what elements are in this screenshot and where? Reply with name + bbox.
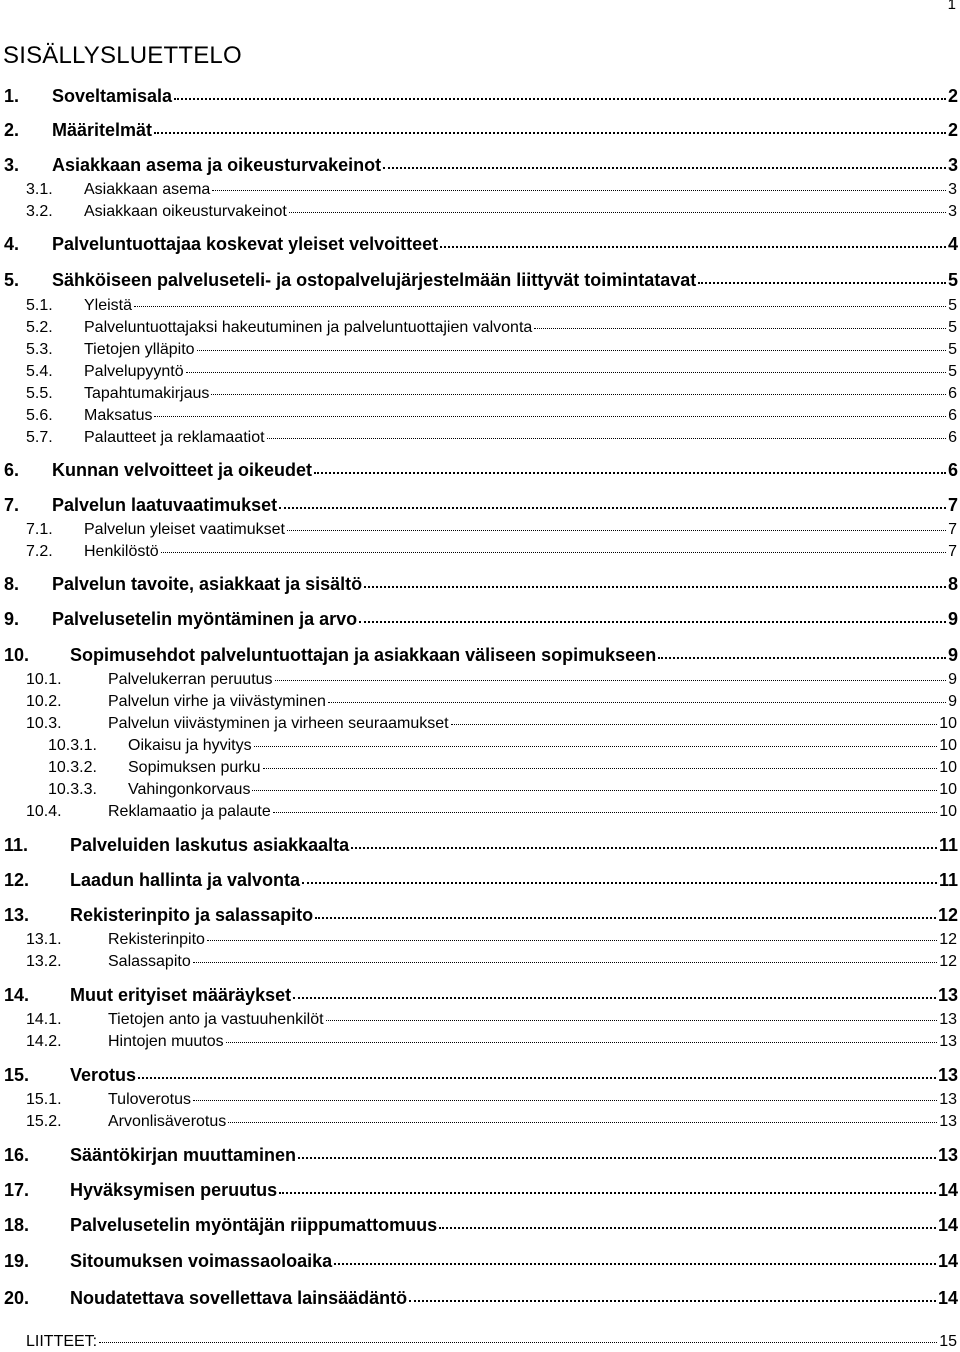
toc-entry[interactable] xyxy=(0,715,960,733)
toc-dot-leader xyxy=(279,507,946,509)
toc-entry[interactable] xyxy=(0,495,960,516)
toc-entry-title: Asiakkaan oikeusturvakeinot xyxy=(84,203,287,220)
toc-entry-title: Sähköiseen palveluseteli- ja ostopalvelujärjestelmään liittyvät toimintatavat xyxy=(52,270,697,290)
toc-entry[interactable] xyxy=(0,759,960,777)
toc-dot-leader xyxy=(698,282,946,284)
toc-dot-leader xyxy=(298,1157,936,1159)
toc-entry-page: 3 xyxy=(948,203,957,220)
toc-entry-number: 10.3. xyxy=(26,715,62,732)
toc-entry-page: 10 xyxy=(939,781,957,798)
toc-entry-number: 10.2. xyxy=(26,693,62,710)
toc-entry-page: 7 xyxy=(948,521,957,538)
toc-entry-page: 7 xyxy=(947,495,958,515)
toc-dot-leader xyxy=(193,1100,937,1101)
toc-entry-number: 10.4. xyxy=(26,803,62,820)
toc-dot-leader xyxy=(174,98,946,100)
toc-entry-page: 14 xyxy=(937,1288,958,1308)
toc-entry[interactable] xyxy=(0,234,960,255)
toc-entry-page: 10 xyxy=(939,803,957,820)
toc-entry-title: Hyväksymisen peruutus xyxy=(70,1180,278,1200)
toc-entry-number: 18. xyxy=(4,1215,30,1235)
toc-entry-page: 12 xyxy=(939,953,957,970)
toc-dot-leader xyxy=(207,940,937,941)
toc-entry-page: 3 xyxy=(947,155,958,175)
toc-entry-number: 3.1. xyxy=(26,181,53,198)
toc-dot-leader xyxy=(186,372,946,373)
toc-entry-number: 5.3. xyxy=(26,341,53,358)
toc-dot-leader xyxy=(161,552,946,553)
toc-dot-leader xyxy=(328,702,946,703)
toc-entry-number: 4. xyxy=(4,234,20,254)
toc-entry-title: Palvelun viivästyminen ja virheen seuraamukset xyxy=(108,715,449,732)
toc-entry-number: 5.5. xyxy=(26,385,53,402)
toc-entry[interactable] xyxy=(0,931,960,949)
toc-entry-page: 6 xyxy=(947,460,958,480)
toc-entry-number: 8. xyxy=(4,574,20,594)
toc-entry-number: 3.2. xyxy=(26,203,53,220)
toc-entry-page: 15 xyxy=(939,1333,957,1350)
toc-entry[interactable] xyxy=(0,460,960,481)
toc-entry-page: 7 xyxy=(948,543,957,560)
toc-entry-number: 5.4. xyxy=(26,363,53,380)
toc-entry-number: 19. xyxy=(4,1251,30,1271)
toc-entry-page: 10 xyxy=(939,759,957,776)
page-title: SISÄLLYSLUETTELO xyxy=(3,42,242,69)
toc-entry[interactable] xyxy=(0,1113,960,1131)
toc-entry-number: 14.1. xyxy=(26,1011,62,1028)
toc-entry[interactable] xyxy=(0,985,960,1006)
toc-entry-page: 12 xyxy=(937,905,958,925)
toc-entry[interactable] xyxy=(0,297,960,315)
toc-dot-leader xyxy=(359,621,946,623)
toc-dot-leader xyxy=(154,416,946,417)
toc-entry[interactable] xyxy=(0,521,960,539)
toc-entry[interactable] xyxy=(0,429,960,447)
toc-entry-title: Yleistä xyxy=(84,297,133,314)
toc-entry-page: 13 xyxy=(937,985,958,1005)
toc-entry-page: 5 xyxy=(948,319,957,336)
toc-entry-page: 5 xyxy=(947,270,958,290)
toc-entry[interactable] xyxy=(0,1033,960,1051)
toc-entry[interactable] xyxy=(0,905,960,926)
toc-entry-page: 13 xyxy=(937,1065,958,1085)
toc-entry-title: Palvelun yleiset vaatimukset xyxy=(84,521,285,538)
toc-entry-title: Palveluntuottajaa koskevat yleiset velvoitteet xyxy=(52,234,439,254)
toc-entry[interactable] xyxy=(0,1180,960,1201)
toc-entry[interactable] xyxy=(0,671,960,689)
toc-entry[interactable] xyxy=(0,953,960,971)
toc-entry-number: 13.1. xyxy=(26,931,62,948)
toc-entry-page: 13 xyxy=(939,1033,957,1050)
toc-entry-title: Sääntökirjan muuttaminen xyxy=(70,1145,297,1165)
toc-dot-leader xyxy=(383,167,946,169)
toc-dot-leader xyxy=(228,1122,937,1123)
toc-entry-number: 13. xyxy=(4,905,30,925)
toc-entry[interactable] xyxy=(0,1091,960,1109)
toc-entry-page: 8 xyxy=(947,574,958,594)
toc-entry[interactable] xyxy=(0,407,960,425)
toc-entry-title: Palvelun tavoite, asiakkaat ja sisältö xyxy=(52,574,363,594)
toc-entry[interactable] xyxy=(0,120,960,141)
toc-dot-leader xyxy=(154,132,946,134)
toc-entry-title: Tuloverotus xyxy=(108,1091,191,1108)
toc-entry-number: 17. xyxy=(4,1180,30,1200)
toc-entry-page: 6 xyxy=(948,385,957,402)
toc-entry-page: 13 xyxy=(939,1113,957,1130)
toc-dot-leader xyxy=(279,1192,936,1194)
toc-entry-page: 11 xyxy=(938,870,958,890)
toc-dot-leader xyxy=(451,724,938,725)
toc-entry[interactable] xyxy=(0,1333,960,1351)
toc-entry-page: 9 xyxy=(947,645,958,665)
toc-dot-leader xyxy=(212,190,946,191)
toc-entry-title: Sopimusehdot palveluntuottajan ja asiakkaan väliseen sopimukseen xyxy=(70,645,657,665)
toc-entry-title: Henkilöstö xyxy=(84,543,159,560)
toc-entry-title: Rekisterinpito xyxy=(108,931,205,948)
toc-entry[interactable] xyxy=(0,341,960,359)
toc-entry-number: 16. xyxy=(4,1145,30,1165)
toc-entry[interactable] xyxy=(0,1011,960,1029)
toc-entry-page: 6 xyxy=(948,429,957,446)
toc-dot-leader xyxy=(226,1042,938,1043)
toc-entry-number: 10.3.3. xyxy=(48,781,97,798)
toc-entry-title: Maksatus xyxy=(84,407,153,424)
toc-dot-leader xyxy=(99,1342,937,1343)
toc-entry[interactable] xyxy=(0,543,960,561)
toc-dot-leader xyxy=(275,680,947,681)
toc-entry-title: Tietojen anto ja vastuuhenkilöt xyxy=(108,1011,324,1028)
toc-entry[interactable] xyxy=(0,1288,960,1309)
toc-dot-leader xyxy=(293,997,936,999)
toc-entry-title: Palautteet ja reklamaatiot xyxy=(84,429,265,446)
toc-entry-number: 7.2. xyxy=(26,543,53,560)
toc-entry-page: 9 xyxy=(948,671,957,688)
toc-entry-title: Palvelukerran peruutus xyxy=(108,671,273,688)
toc-entry-number: 14.2. xyxy=(26,1033,62,1050)
toc-entry-number: 13.2. xyxy=(26,953,62,970)
toc-entry-title: Noudatettava sovellettava lainsäädäntö xyxy=(70,1288,408,1308)
toc-entry-title: Rekisterinpito ja salassapito xyxy=(70,905,314,925)
toc-entry-number: 3. xyxy=(4,155,20,175)
toc-entry-number: 5. xyxy=(4,270,20,290)
toc-entry-number: 10.3.1. xyxy=(48,737,97,754)
toc-entry-page: 6 xyxy=(948,407,957,424)
toc-entry-title: Verotus xyxy=(70,1065,137,1085)
toc-entry-title: Sitoumuksen voimassaoloaika xyxy=(70,1251,333,1271)
toc-entry-title: Oikaisu ja hyvitys xyxy=(128,737,252,754)
toc-dot-leader xyxy=(267,438,947,439)
toc-entry-title: Asiakkaan asema xyxy=(84,181,211,198)
toc-entry-title: Reklamaatio ja palaute xyxy=(108,803,271,820)
toc-entry[interactable] xyxy=(0,270,960,291)
toc-dot-leader xyxy=(314,472,946,474)
toc-dot-leader xyxy=(440,246,946,248)
toc-entry-number: 7. xyxy=(4,495,20,515)
toc-entry[interactable] xyxy=(0,385,960,403)
toc-entry-number: 7.1. xyxy=(26,521,53,538)
toc-entry-number: 15. xyxy=(4,1065,30,1085)
toc-entry[interactable] xyxy=(0,835,960,856)
toc-entry-page: 10 xyxy=(939,715,957,732)
toc-dot-leader xyxy=(273,812,937,813)
toc-entry-title: Tietojen ylläpito xyxy=(84,341,195,358)
toc-entry[interactable] xyxy=(0,86,960,107)
toc-entry-number: 12. xyxy=(4,870,30,890)
toc-entry-page: 5 xyxy=(948,363,957,380)
toc-entry-page: 2 xyxy=(947,86,958,106)
toc-dot-leader xyxy=(197,350,947,351)
toc-entry[interactable] xyxy=(0,645,960,666)
toc-entry[interactable] xyxy=(0,319,960,337)
toc-dot-leader xyxy=(364,586,946,588)
toc-entry-number: 11. xyxy=(4,835,29,855)
toc-dot-leader xyxy=(351,847,937,849)
toc-entry-number: 10.3.2. xyxy=(48,759,97,776)
toc-entry-page: 12 xyxy=(939,931,957,948)
toc-entry-page: 14 xyxy=(937,1215,958,1235)
toc-entry-page: 13 xyxy=(939,1091,957,1108)
toc-entry-title: Muut erityiset määräykset xyxy=(70,985,292,1005)
toc-dot-leader xyxy=(289,212,946,213)
toc-entry-page: 14 xyxy=(937,1251,958,1271)
toc-dot-leader xyxy=(409,1300,936,1302)
toc-entry-title: Palvelupyyntö xyxy=(84,363,184,380)
toc-dot-leader xyxy=(534,328,946,329)
toc-dot-leader xyxy=(302,882,937,884)
toc-entry-number: 20. xyxy=(4,1288,30,1308)
toc-entry[interactable] xyxy=(0,609,960,630)
toc-entry-title: Tapahtumakirjaus xyxy=(84,385,210,402)
toc-entry-number: 6. xyxy=(4,460,20,480)
toc-entry-title: Määritelmät xyxy=(52,120,153,140)
toc-dot-leader xyxy=(315,917,936,919)
toc-entry-number: 1. xyxy=(4,86,20,106)
toc-entry-number: 5.2. xyxy=(26,319,53,336)
toc-entry-title: Arvonlisäverotus xyxy=(108,1113,227,1130)
toc-dot-leader xyxy=(263,768,938,769)
page-number: 1 xyxy=(947,0,956,13)
toc-entry[interactable] xyxy=(0,181,960,199)
toc-entry[interactable] xyxy=(0,693,960,711)
toc-dot-leader xyxy=(334,1263,936,1265)
toc-entry[interactable] xyxy=(0,781,960,799)
toc-entry-page: 11 xyxy=(938,835,958,855)
toc-entry-title: Asiakkaan asema ja oikeusturvakeinot xyxy=(52,155,382,175)
toc-entry[interactable] xyxy=(0,737,960,755)
toc-entry-title: Vahingonkorvaus xyxy=(128,781,251,798)
toc-entry[interactable] xyxy=(0,803,960,821)
toc-entry-title: Palvelusetelin myöntäjän riippumattomuus xyxy=(70,1215,438,1235)
toc-entry-title: Soveltamisala xyxy=(52,86,173,106)
toc-entry-title: Sopimuksen purku xyxy=(128,759,261,776)
toc-dot-leader xyxy=(193,962,937,963)
toc-entry-title: Hintojen muutos xyxy=(108,1033,224,1050)
toc-entry-page: 13 xyxy=(937,1145,958,1165)
toc-entry-page: 4 xyxy=(947,234,958,254)
toc-entry-title: Palvelun virhe ja viivästyminen xyxy=(108,693,326,710)
toc-entry-title: LIITTEET: xyxy=(26,1333,98,1350)
toc-entry-number: 15.2. xyxy=(26,1113,62,1130)
toc-entry-number: 10. xyxy=(4,645,30,665)
toc-entry-number: 10.1. xyxy=(26,671,62,688)
toc-entry-number: 14. xyxy=(4,985,30,1005)
toc-entry-number: 5.6. xyxy=(26,407,53,424)
toc-entry-number: 9. xyxy=(4,609,20,629)
toc-entry[interactable] xyxy=(0,1065,960,1086)
toc-dot-leader xyxy=(326,1020,938,1021)
toc-dot-leader xyxy=(439,1227,936,1229)
toc-entry-title: Laadun hallinta ja valvonta xyxy=(70,870,301,890)
toc-entry[interactable] xyxy=(0,1251,960,1272)
toc-entry-page: 13 xyxy=(939,1011,957,1028)
toc-entry-number: 5.7. xyxy=(26,429,53,446)
toc-entry[interactable] xyxy=(0,155,960,176)
toc-entry-number: 15.1. xyxy=(26,1091,62,1108)
toc-entry-page: 3 xyxy=(948,181,957,198)
toc-entry[interactable] xyxy=(0,1215,960,1236)
toc-entry-title: Palvelusetelin myöntäminen ja arvo xyxy=(52,609,358,629)
toc-entry-title: Palveluntuottajaksi hakeutuminen ja palveluntuottajien valvonta xyxy=(84,319,533,336)
toc-entry-page: 9 xyxy=(947,609,958,629)
toc-dot-leader xyxy=(658,657,946,659)
toc-entry-title: Salassapito xyxy=(108,953,191,970)
toc-dot-leader xyxy=(254,746,938,747)
toc-dot-leader xyxy=(287,530,946,531)
toc-entry[interactable] xyxy=(0,363,960,381)
toc-entry[interactable] xyxy=(0,203,960,221)
toc-entry-title: Kunnan velvoitteet ja oikeudet xyxy=(52,460,313,480)
toc-dot-leader xyxy=(134,306,946,307)
toc-dot-leader xyxy=(211,394,946,395)
toc-entry-page: 2 xyxy=(947,120,958,140)
toc-dot-leader xyxy=(252,790,937,791)
toc-entry-title: Palveluiden laskutus asiakkaalta xyxy=(70,835,350,855)
toc-entry[interactable] xyxy=(0,1145,960,1166)
toc-entry-number: 5.1. xyxy=(26,297,53,314)
toc-entry-page: 9 xyxy=(948,693,957,710)
toc-entry[interactable] xyxy=(0,574,960,595)
toc-entry-page: 5 xyxy=(948,341,957,358)
toc-entry-page: 5 xyxy=(948,297,957,314)
toc-entry-number: 2. xyxy=(4,120,20,140)
toc-entry-title: Palvelun laatuvaatimukset xyxy=(52,495,278,515)
toc-dot-leader xyxy=(138,1077,936,1079)
toc-entry-page: 14 xyxy=(937,1180,958,1200)
toc-entry[interactable] xyxy=(0,870,960,891)
toc-entry-page: 10 xyxy=(939,737,957,754)
